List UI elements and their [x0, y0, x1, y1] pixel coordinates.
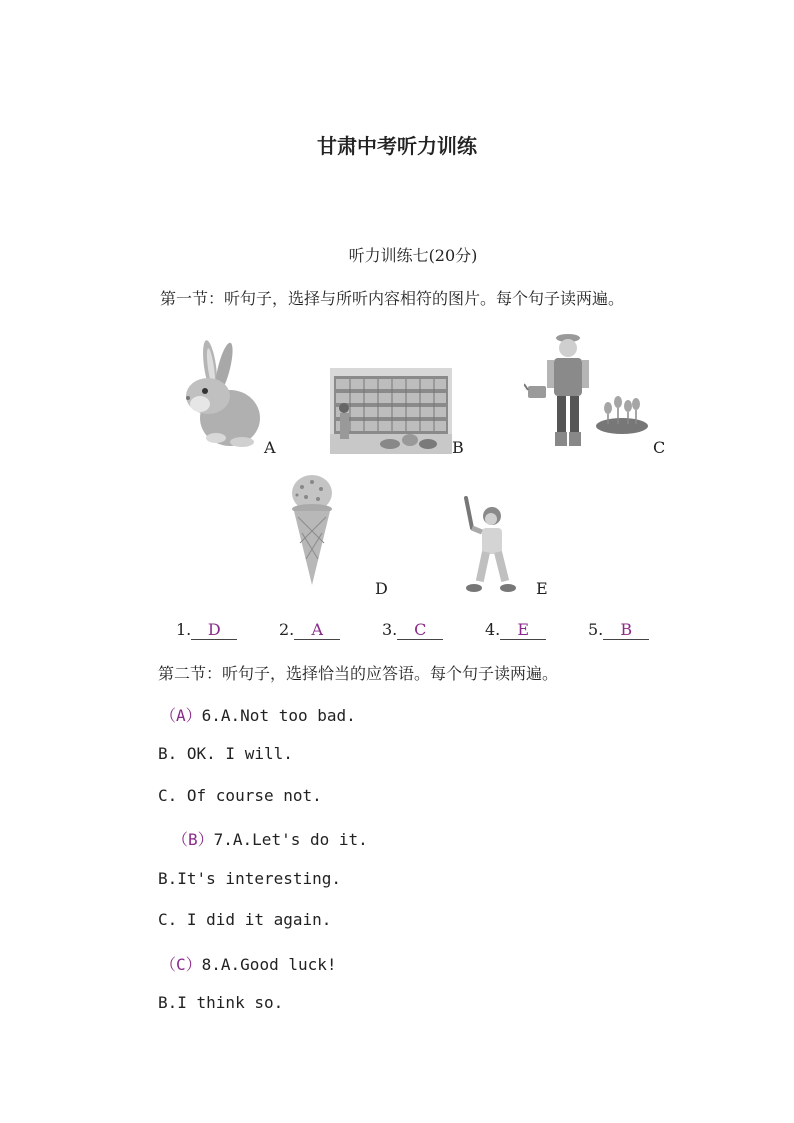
question-answer[interactable]: （A） — [160, 706, 202, 725]
ice-cream-icon — [288, 473, 336, 587]
section1-heading: 第一节：听句子，选择与所听内容相符的图片。每个句子读两遍。 — [160, 289, 625, 308]
answer-item-5 — [588, 620, 649, 640]
answer-item-4 — [485, 620, 546, 640]
answer-blank[interactable]: B — [603, 621, 649, 640]
question-answer[interactable]: （B） — [172, 830, 214, 849]
answer-number: 1. — [176, 620, 192, 639]
answer-item-1 — [176, 620, 237, 640]
picture-c-label: C — [653, 438, 666, 457]
answer-blank[interactable]: C — [397, 621, 443, 640]
question-stem: 6.A.Not too bad. — [201, 706, 356, 725]
answer-number: 5. — [588, 620, 604, 639]
answer-number: 2. — [279, 620, 295, 639]
picture-a-label: A — [264, 438, 276, 457]
library-icon — [330, 368, 452, 454]
question-stem: 8.A.Good luck! — [201, 955, 337, 974]
answer-item-3 — [382, 620, 443, 640]
picture-b-label: B — [452, 438, 464, 457]
picture-e — [460, 496, 518, 594]
question-6 — [160, 703, 356, 726]
answer-blank[interactable]: E — [500, 621, 546, 640]
question-option: B.It's interesting. — [158, 869, 342, 888]
picture-d-label: D — [375, 579, 388, 598]
question-answer[interactable]: （C） — [160, 955, 202, 974]
answer-number: 3. — [382, 620, 398, 639]
picture-e-label: E — [536, 579, 548, 598]
question-option: C. I did it again. — [158, 910, 332, 929]
picture-a — [172, 338, 262, 450]
question-stem: 7.A.Let's do it. — [213, 830, 368, 849]
page-title: 甘肃中考听力训练 — [317, 134, 477, 158]
answer-blank[interactable]: D — [191, 621, 237, 640]
rabbit-icon — [172, 338, 262, 450]
section2-heading: 第二节：听句子，选择恰当的应答语。每个句子读两遍。 — [158, 664, 559, 683]
question-8 — [160, 952, 337, 975]
question-option: B. OK. I will. — [158, 744, 293, 763]
answer-item-2 — [279, 620, 340, 640]
question-option: B.I think so. — [158, 993, 284, 1012]
picture-d — [288, 473, 336, 587]
gardener-icon — [524, 332, 650, 452]
answer-number: 4. — [485, 620, 501, 639]
picture-c — [524, 332, 650, 452]
answer-blank[interactable]: A — [294, 621, 340, 640]
picture-b — [330, 368, 452, 454]
baseball-player-icon — [460, 496, 518, 594]
question-7 — [172, 827, 368, 850]
exercise-subtitle: 听力训练七(20分) — [348, 246, 478, 265]
question-option: C. Of course not. — [158, 786, 322, 805]
